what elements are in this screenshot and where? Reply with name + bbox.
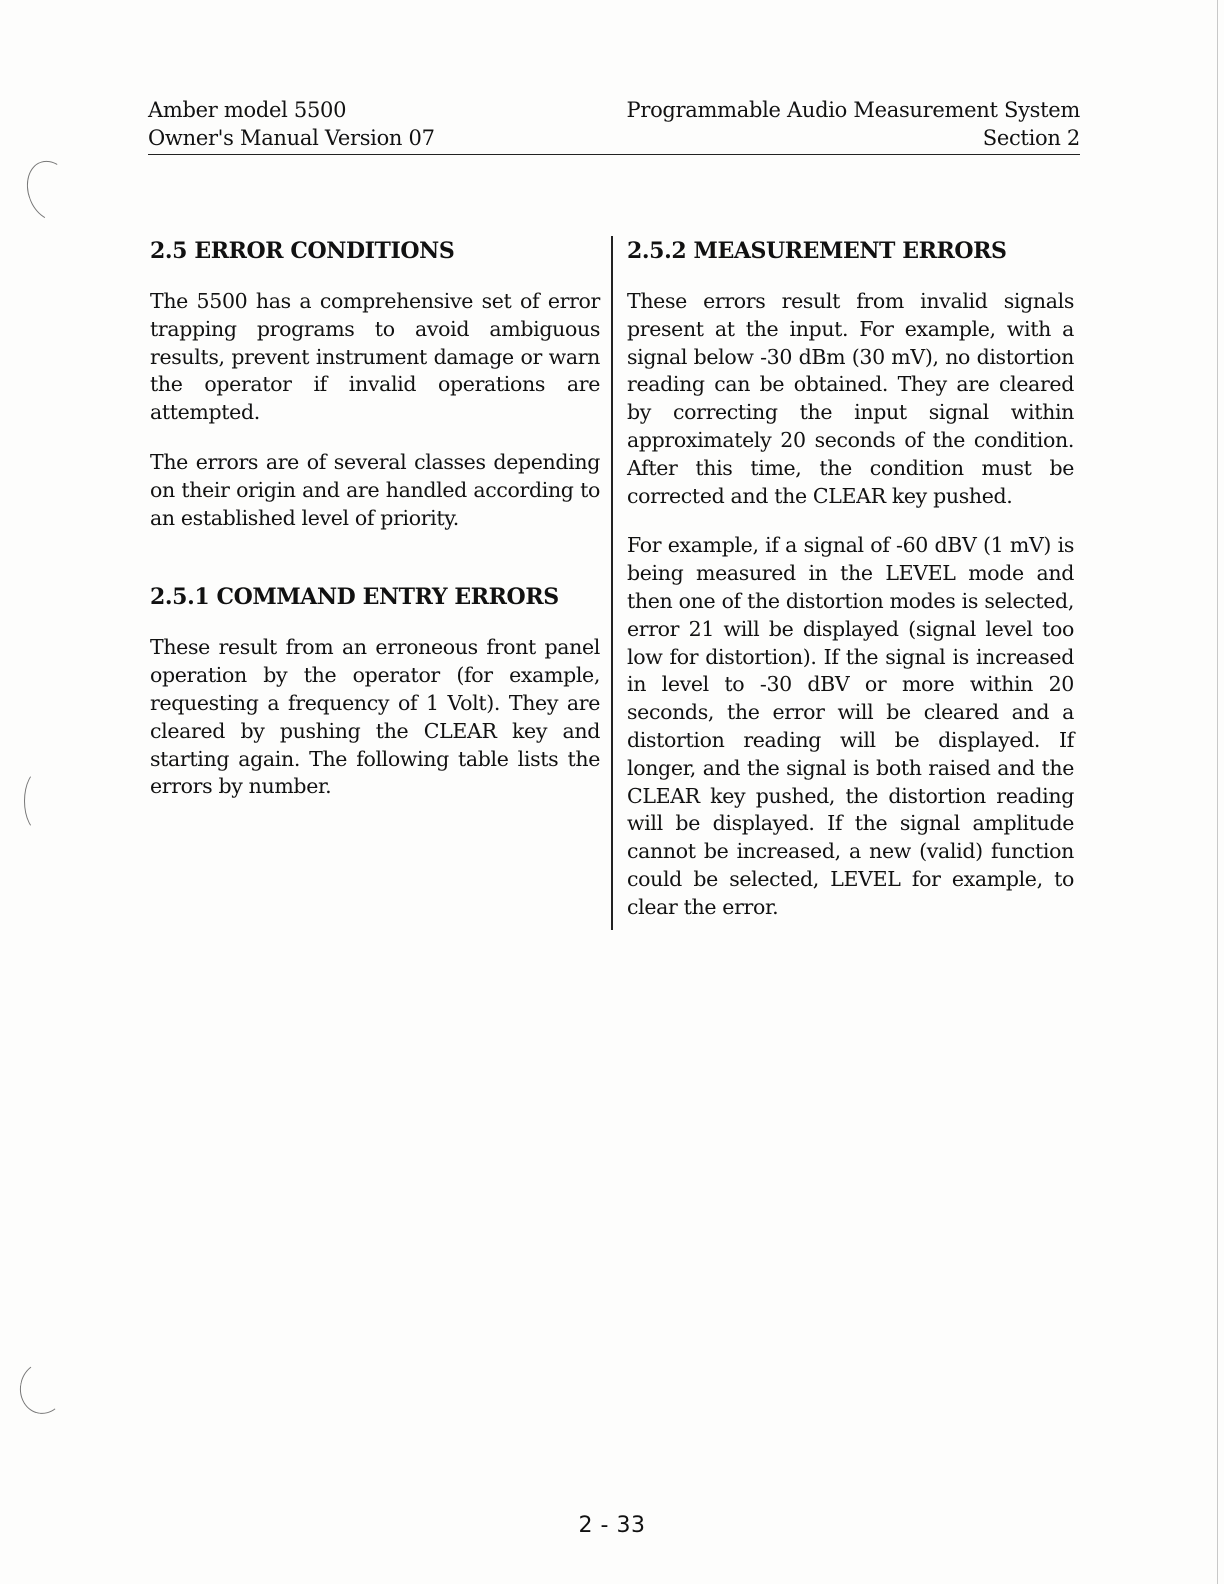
heading-measurement-errors: 2.5.2 MEASUREMENT ERRORS xyxy=(627,238,1007,264)
page-header xyxy=(148,96,1080,155)
heading-error-conditions: 2.5 ERROR CONDITIONS xyxy=(150,238,455,264)
punch-hole-mark-middle xyxy=(24,770,56,832)
paragraph-invalid-signals: These errors result from invalid signals present at the input. For example, with a signal below -30 dBm (30 mV), no distortion reading can be obtained. They are cleared by correcting the input signal within approximately 20 seconds of the condition. After this time, the condition must be corrected and the CLEAR key pushed. xyxy=(627,289,1074,508)
header-left xyxy=(148,96,435,152)
scan-edge-line xyxy=(1217,0,1218,1584)
header-product-title: Programmable Audio Measurement System xyxy=(626,98,1080,122)
heading-command-entry-errors: 2.5.1 COMMAND ENTRY ERRORS xyxy=(150,584,559,611)
left-column xyxy=(150,236,600,801)
header-section: Section 2 xyxy=(982,126,1080,150)
column-divider xyxy=(611,236,613,930)
paragraph-command-entry: These result from an erroneous front panel operation by the operator (for example, requesting a frequency of 1 Volt). They are cleared by pushing the CLEAR key and starting again. The following table lists the errors by number. xyxy=(150,635,600,799)
header-model: Amber model 5500 xyxy=(148,98,347,122)
punch-hole-mark-bottom xyxy=(16,1358,70,1417)
header-right xyxy=(627,96,1081,152)
page-number: 2 - 33 xyxy=(578,1513,646,1538)
paragraph-example-error-21: For example, if a signal of -60 dBV (1 mV) is being measured in the LEVEL mode and then one of the distortion modes is selected, error 21 will be displayed (signal level too low for distortion). If the signal is increased in level to -30 dBV or more within 20 seconds, the error will be cleared and a distortion reading will be displayed. If longer, and the signal is both raised and the CLEAR key pushed, the distortion reading will be displayed. If the signal amplitude cannot be increased, a new (valid) function could be selected, LEVEL for example, to clear the error. xyxy=(627,533,1074,919)
paragraph-error-classes: The errors are of several classes depending on their origin and are handled according to an established level of priority. xyxy=(150,449,600,530)
right-column xyxy=(627,236,1074,922)
punch-hole-mark-top xyxy=(19,154,83,228)
header-manual-version: Owner's Manual Version 07 xyxy=(148,126,435,150)
paragraph-error-trapping: The 5500 has a comprehensive set of error trapping programs to avoid ambiguous results, prevent instrument damage or warn the operator if invalid operations are attempted. xyxy=(150,289,600,425)
